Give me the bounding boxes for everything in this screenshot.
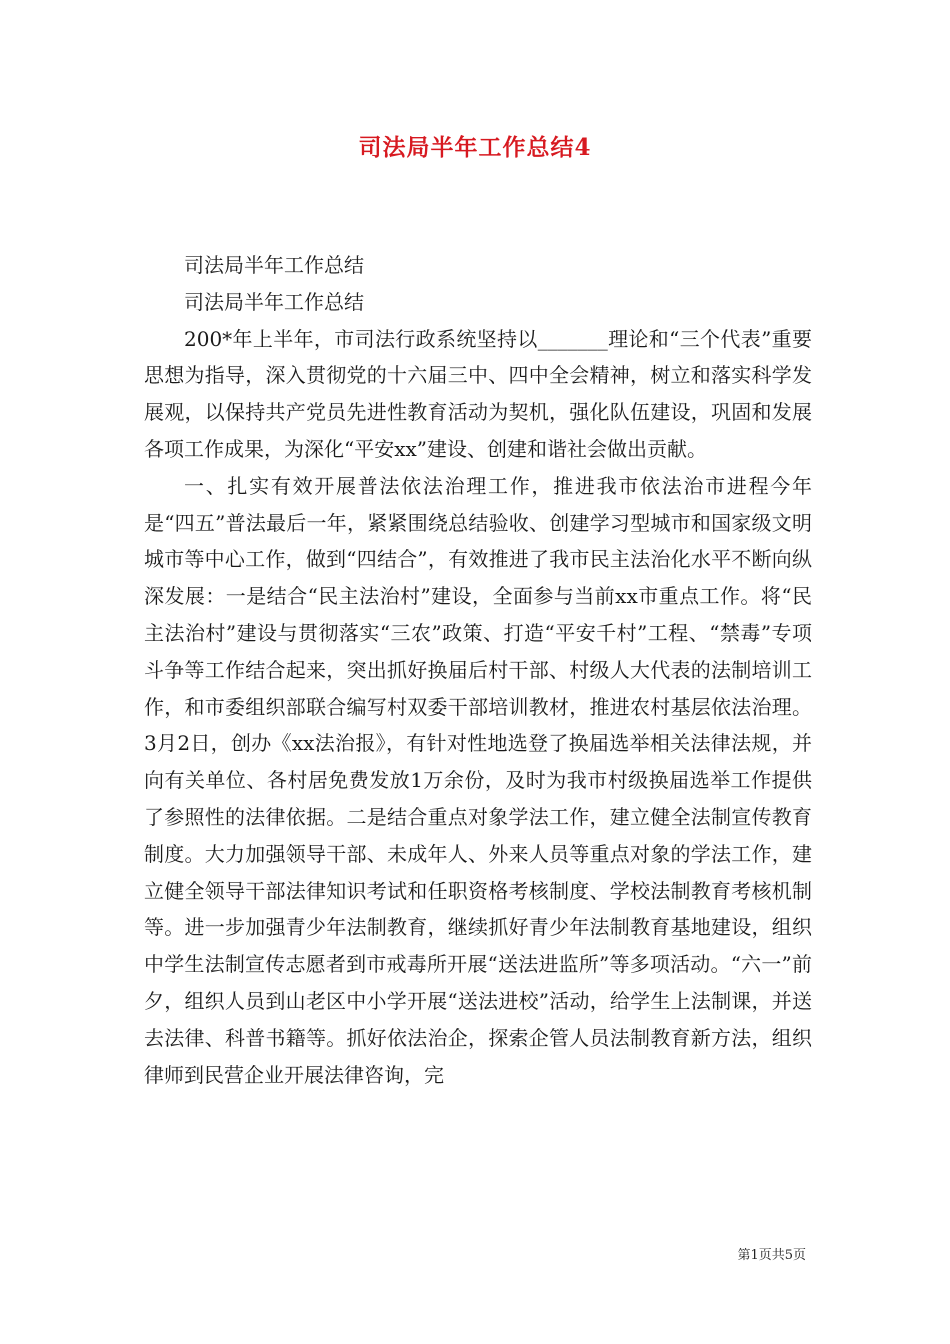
paragraph: 司法局半年工作总结 [184, 289, 364, 314]
document-body [144, 247, 812, 1093]
paragraph: 200*年上半年，市司法行政系统坚持以_______理论和“三个代表”重要思想为指导，深入贯彻党的十六届三中、四中全会精神，树立和落实科学发展观，以保持共产党员先进性教育活动为契机，强化队伍建设，巩固和发展各项工作成果，为深化“平安xx”建设、创建和谐社会做出贡献。 [144, 326, 812, 461]
paragraph: 一、扎实有效开展普法依法治理工作，推进我市依法治市进程今年是“四五”普法最后一年，紧紧围绕总结验收、创建学习型城市和国家级文明城市等中心工作，做到“四结合”，有效推进了我市民主法治化水平不断向纵深发展：一是结合“民主法治村”建设，全面参与当前xx市重点工作。将“民主法治村”建设与贯彻落实“三农”政策、打造“平安千村”工程、“禁毒”专项斗争等工作结合起来，突出抓好换届后村干部、村级人大代表的法制培训工作，和市委组织部联合编写村双委干部培训教材，推进农村基层依法治理。3月2日，创办《xx法治报》，有针对性地选登了换届选举相关法律法规，并向有关单位、各村居免费发放1万余份，及时为我市村级换届选举工作提供了参照性的法律依据。二是结合重点对象学法工作，建立健全法制宣传教育制度。大力加强领导干部、未成年人、外来人员等重点对象的学法工作，建立健全领导干部法律知识考试和任职资格考核制度、学校法制教育考核机制等。进一步加强青少年法制教育，继续抓好青少年法制教育基地建设，组织中学生法制宣传志愿者到市戒毒所开展“送法进监所”等多项活动。“六一”前夕，组织人员到山老区中小学开展“送法进校”活动，给学生上法制课，并送去法律、科普书籍等。抓好依法治企，探索企管人员法制教育新方法，组织律师到民营企业开展法律咨询，完 [144, 473, 812, 1087]
document-title: 司法局半年工作总结4 [358, 134, 592, 161]
paragraph: 司法局半年工作总结 [184, 253, 364, 277]
page-number: 第1页共5页 [737, 1248, 806, 1263]
